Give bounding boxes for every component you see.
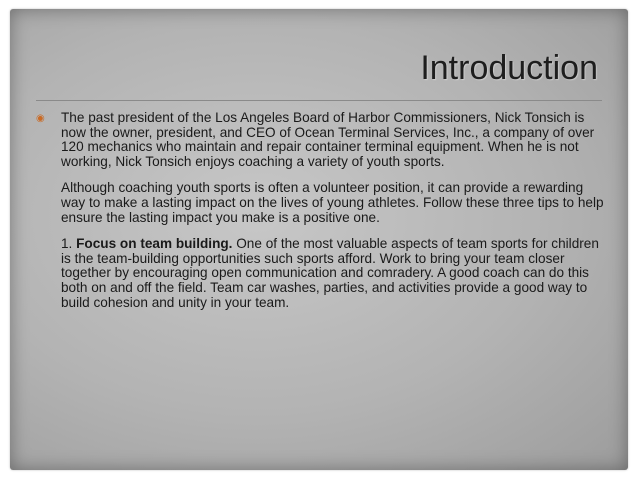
slide-title: Introduction (420, 49, 598, 87)
title-divider (36, 100, 602, 101)
paragraph-intro: The past president of the Los Angeles Board of Harbor Commissioners, Nick Tonsich is now the owner, president, and CEO of Ocean Terminal Services, Inc., a company of over 120 mechanics who maintain and repair container terminal equipment. When he is not working, Nick Tonsich enjoys coaching a variety of youth sports. (61, 110, 595, 169)
tip-text: One of the most valuable aspects of team sports for children is the team-building opportunities such sports afford. Work to bring your team closer together by encouraging open communication and comradery. A good coach can do this both on and off the field. Team car washes, parties, and activities provide a good way to build cohesion and unity in your team. (61, 236, 599, 310)
slide-body (61, 111, 606, 310)
tip-number: 1. (61, 236, 77, 252)
tip-heading: Focus on team building. (76, 236, 233, 252)
paragraph-tip-one (61, 237, 606, 310)
bullet-icon: ◉ (36, 113, 45, 124)
paragraph-coaching: Although coaching youth sports is often a volunteer position, it can provide a rewarding way to make a lasting impact on the lives of young athletes. Follow these three tips to help ensure the lasting impact you make is a positive one. (61, 180, 604, 225)
